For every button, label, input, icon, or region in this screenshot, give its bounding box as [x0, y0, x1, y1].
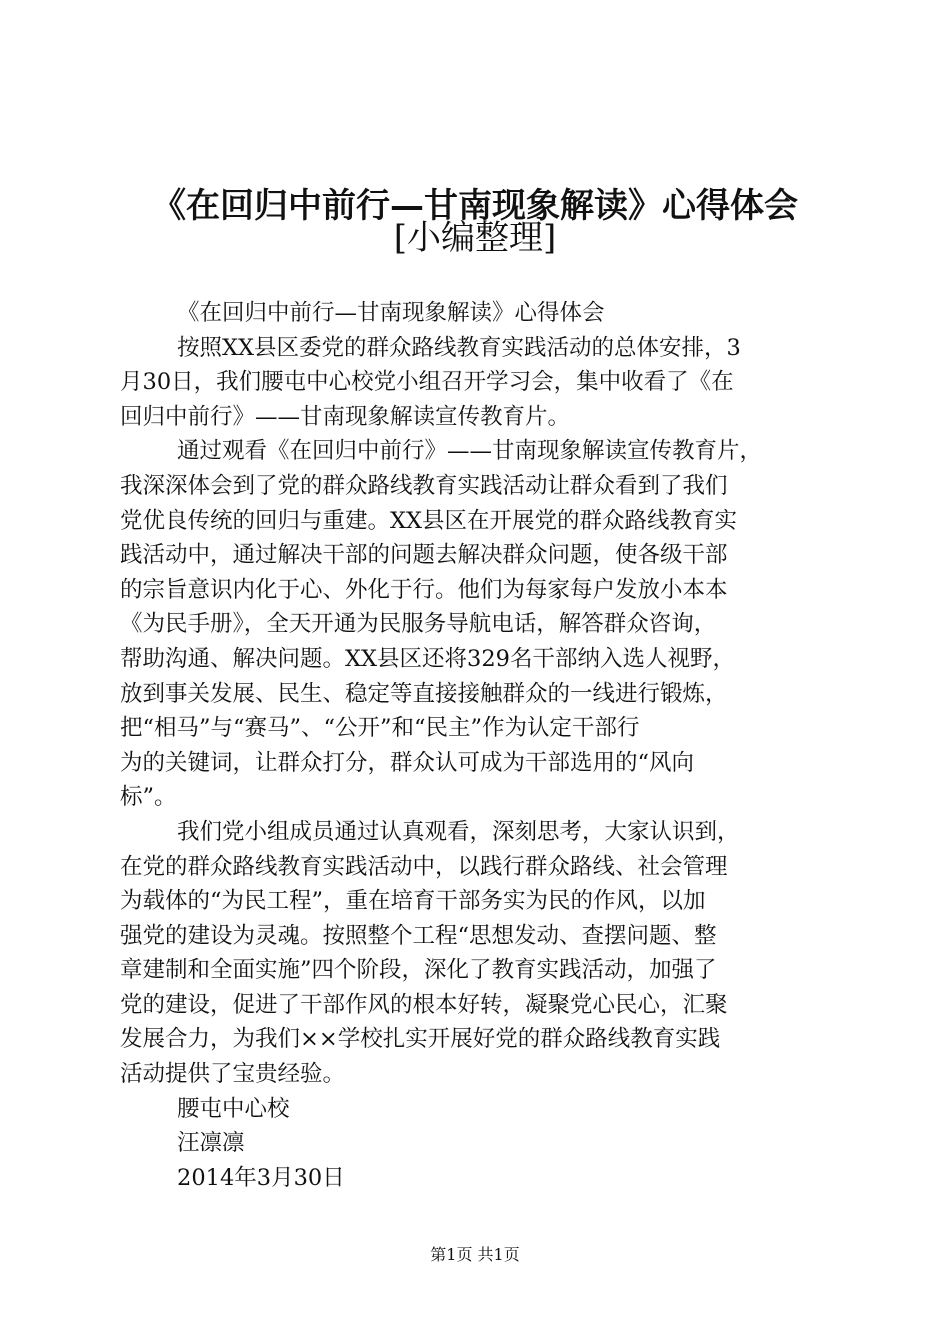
body-line: 《为民手册》，全天开通为民服务导航电话，解答群众咨询，: [120, 611, 717, 638]
body-line: 章建制和全面实施”四个阶段，深化了教育实践活动，加强了: [120, 957, 717, 984]
document-subtitle: [小编整理]: [393, 218, 557, 258]
body-line: 党优良传统的回归与重建。XX县区在开展党的群众路线教育实: [120, 507, 738, 534]
body-line: 帮助沟通、解决问题。XX县区还将329名干部纳入选人视野，: [120, 645, 735, 672]
page-footer: 第1页 共1页: [430, 1245, 520, 1264]
body-line: 发展合力，为我们××学校扎实开展好党的群众路线教育实践: [120, 1026, 721, 1053]
body-line: 党的建设，促进了干部作风的根本好转，凝聚党心民心，汇聚: [120, 991, 728, 1018]
body-line: 为的关键词，让群众打分，群众认可成为干部选用的“风向: [120, 749, 695, 776]
body-line: 通过观看《在回归中前行》——甘南现象解读宣传教育片，: [177, 438, 763, 465]
signature-school: 腰屯中心校: [177, 1095, 290, 1122]
body-line: 为载体的“为民工程”，重在培育干部务实为民的作风，以加: [120, 888, 706, 915]
document-title: 《在回归中前行—甘南现象解读》心得体会: [152, 186, 798, 226]
body-line: 放到事关发展、民生、稳定等直接接触群众的一线进行锻炼，: [120, 680, 728, 707]
body-line: 按照XX县区委党的群众路线教育实践活动的总体安排，3: [177, 334, 741, 361]
body-line: 践活动中，通过解决干部的问题去解决群众问题，使各级干部: [120, 542, 728, 569]
body-line: 活动提供了宝贵经验。: [120, 1061, 346, 1088]
body-line: 的宗旨意识内化于心、外化于行。他们为每家每户发放小本本: [120, 576, 728, 603]
body-line: 强党的建设为灵魂。按照整个工程“思想发动、查摆问题、整: [120, 922, 717, 949]
body-line: 在党的群众路线教育实践活动中，以践行群众路线、社会管理: [120, 853, 728, 880]
body-line: 我深深体会到了党的群众路线教育实践活动让群众看到了我们: [120, 472, 728, 499]
body-line: 标”。: [120, 784, 177, 811]
signature-author: 汪凛凛: [177, 1130, 245, 1157]
body-line: 《在回归中前行—甘南现象解读》心得体会: [177, 300, 605, 326]
signature-date: 2014年3月30日: [177, 1164, 345, 1191]
body-line: 我们党小组成员通过认真观看，深刻思考，大家认识到，: [177, 818, 740, 845]
document-body: [120, 296, 836, 1195]
body-line: 回归中前行》——甘南现象解读宣传教育片。: [120, 403, 571, 430]
body-line: 月30日，我们腰屯中心校党小组召开学习会，集中收看了《在: [120, 369, 734, 396]
body-line: 把“相马”与“赛马”、“公开”和“民主”作为认定干部行: [120, 715, 640, 742]
